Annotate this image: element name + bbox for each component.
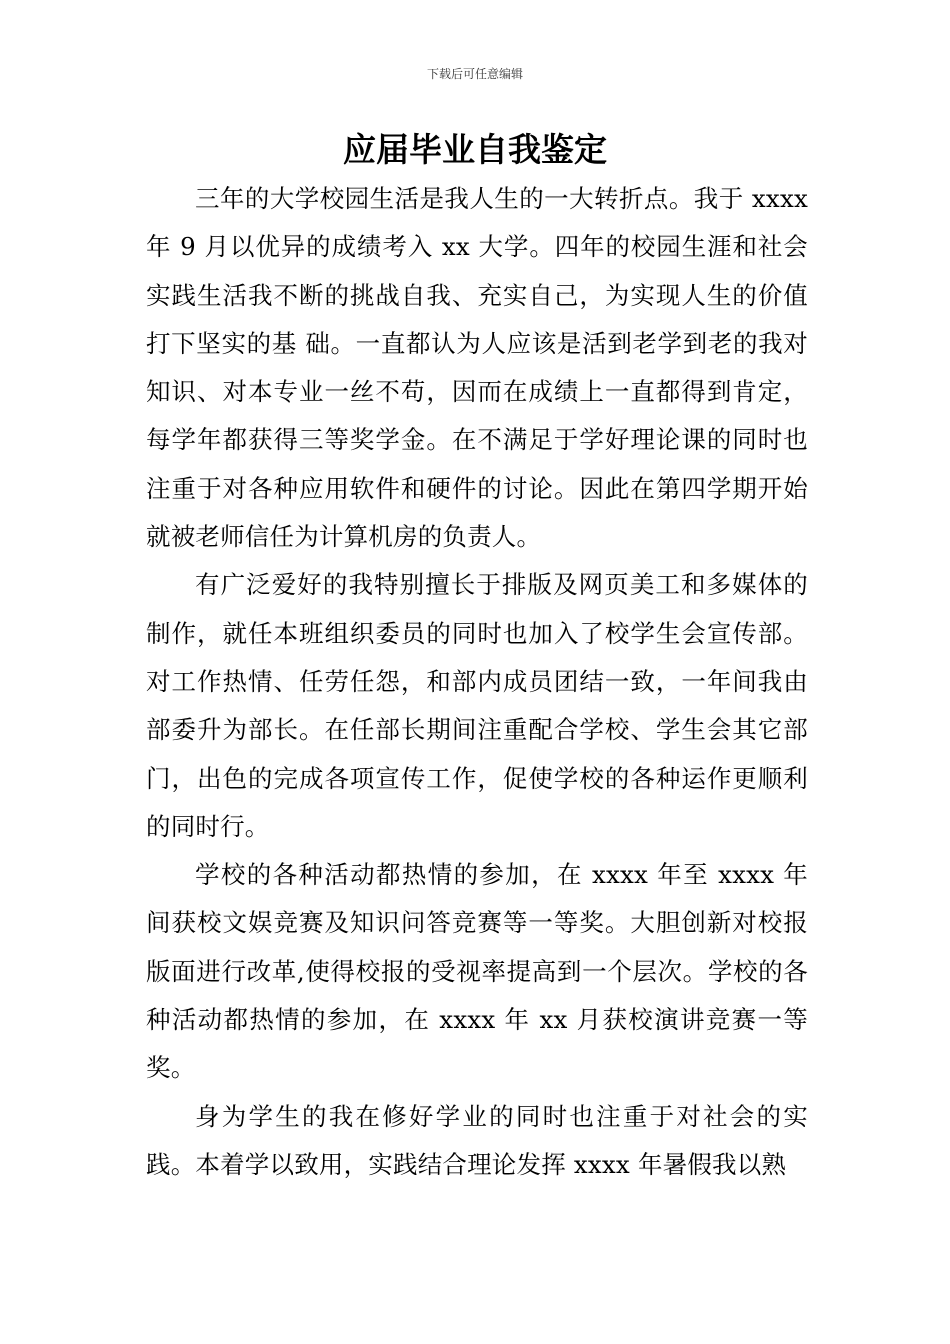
header-note: 下载后可任意编辑 xyxy=(426,67,523,81)
paragraph-2: 有广泛爱好的我特别擅长于排版及网页美工和多媒体的制作，就任本班组织委员的同时也加入了校学生会宣传部。对工作热情、任劳任怨，和部内成员团结一致，一年间我由部委升为部长。在任部长期间注重配合学校、学生会其它部门，出色的完成各项宣传工作，促使学校的各种运作更顺利的同时行。 xyxy=(146,570,808,841)
document-body xyxy=(146,175,808,1189)
paragraph-4: 身为学生的我在修好学业的同时也注重于对社会的实践。本着学以致用，实践结合理论发挥 xxxx 年暑假我以熟 xyxy=(146,1101,808,1179)
document-title: 应届毕业自我鉴定 xyxy=(343,130,607,169)
paragraph-3: 学校的各种活动都热情的参加，在 xxxx 年至 xxxx 年间获校文娱竞赛及知识问答竞赛等一等奖。大胆创新对校报版面进行改革,使得校报的受视率提高到一个层次。学校的各种活动都热情的参加，在 xxxx 年 xx 月获校演讲竞赛一等奖。 xyxy=(146,860,808,1083)
paragraph-1: 三年的大学校园生活是我人生的一大转折点。我于 xxxx 年 9 月以优异的成绩考入 xx 大学。四年的校园生涯和社会实践生活我不断的挑战自我、充实自己，为实现人生的价值打下坚实的基 础。一直都认为人应该是活到老学到老的我对知识、对本专业一丝不苟，因而在成绩上一直都得到肯定，每学年都获得三等奖学金。在不满足于学好理论课的同时也注重于对各种应用软件和硬件的讨论。因此在第四学期开始就被老师信任为计算机房的负责人。 xyxy=(146,184,808,552)
